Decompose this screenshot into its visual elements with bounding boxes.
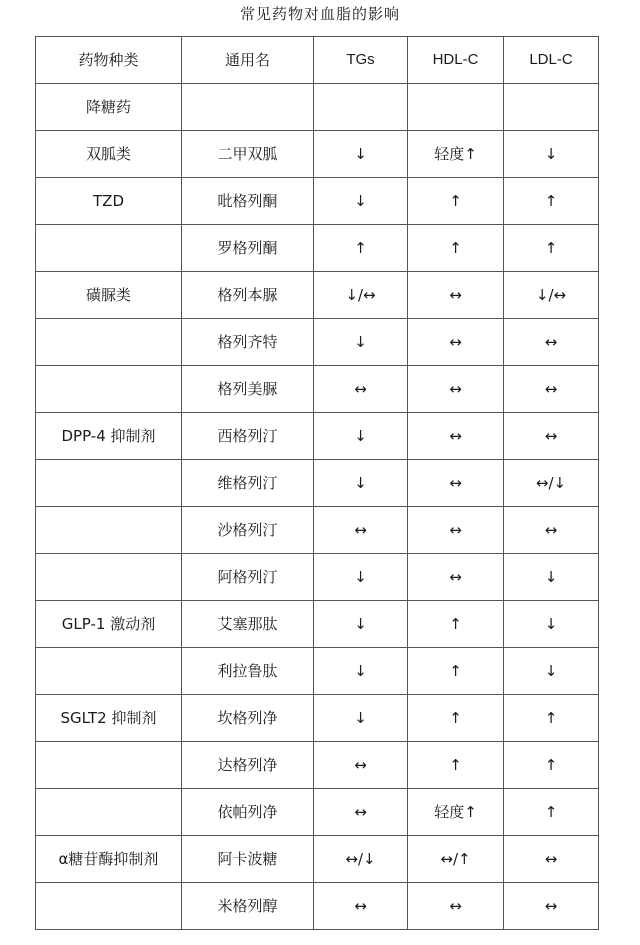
generic-name-cell: 沙格列汀 (182, 507, 314, 554)
table-title: 常见药物对血脂的影响 (239, 5, 400, 23)
drug-class-cell (36, 460, 182, 507)
drug-class-cell (36, 883, 182, 930)
header-generic-name: 通用名 (182, 37, 314, 84)
tgs-effect-cell: ↓ (314, 695, 408, 742)
table-row (36, 413, 599, 460)
drug-class-cell (36, 507, 182, 554)
table-row (36, 836, 599, 883)
hdl-effect-cell: ↔ (408, 883, 504, 930)
hdl-effect-cell: ↑ (408, 178, 504, 225)
header-ldl-c: LDL-C (504, 37, 599, 84)
table-row (36, 695, 599, 742)
drug-class-cell (36, 742, 182, 789)
header-drug-class: 药物种类 (36, 37, 182, 84)
tgs-effect-cell (314, 84, 408, 131)
table-row (36, 366, 599, 413)
drug-class-cell (36, 366, 182, 413)
drug-class-cell: 双胍类 (36, 131, 182, 178)
hdl-effect-cell: ↑ (408, 742, 504, 789)
ldl-effect-cell: ↔/↓ (504, 460, 599, 507)
tgs-effect-cell: ↓ (314, 413, 408, 460)
generic-name-cell: 罗格列酮 (182, 225, 314, 272)
drug-class-cell (36, 648, 182, 695)
drug-lipid-table (35, 36, 599, 930)
generic-name-cell: 维格列汀 (182, 460, 314, 507)
drug-class-cell: TZD (36, 178, 182, 225)
ldl-effect-cell: ↔ (504, 366, 599, 413)
tgs-effect-cell: ↓ (314, 648, 408, 695)
tgs-effect-cell: ↔/↓ (314, 836, 408, 883)
generic-name-cell: 格列本脲 (182, 272, 314, 319)
ldl-effect-cell: ↓ (504, 648, 599, 695)
table-row (36, 742, 599, 789)
table-row (36, 648, 599, 695)
generic-name-cell: 阿格列汀 (182, 554, 314, 601)
tgs-effect-cell: ↓ (314, 178, 408, 225)
drug-class-cell (36, 789, 182, 836)
drug-class-cell (36, 225, 182, 272)
hdl-effect-cell: 轻度↑ (408, 131, 504, 178)
tgs-effect-cell: ↓/↔ (314, 272, 408, 319)
table-row (36, 883, 599, 930)
ldl-effect-cell (504, 84, 599, 131)
table-row (36, 319, 599, 366)
ldl-effect-cell: ↔ (504, 836, 599, 883)
hdl-effect-cell (408, 84, 504, 131)
tgs-effect-cell: ↑ (314, 225, 408, 272)
generic-name-cell: 米格列醇 (182, 883, 314, 930)
drug-class-cell: DPP-4 抑制剂 (36, 413, 182, 460)
tgs-effect-cell: ↓ (314, 131, 408, 178)
header-tgs: TGs (314, 37, 408, 84)
hdl-effect-cell: ↑ (408, 695, 504, 742)
generic-name-cell: 阿卡波糖 (182, 836, 314, 883)
hdl-effect-cell: ↔ (408, 413, 504, 460)
generic-name-cell: 达格列净 (182, 742, 314, 789)
ldl-effect-cell: ↑ (504, 178, 599, 225)
generic-name-cell (182, 84, 314, 131)
tgs-effect-cell: ↔ (314, 789, 408, 836)
drug-class-cell: SGLT2 抑制剂 (36, 695, 182, 742)
generic-name-cell: 艾塞那肽 (182, 601, 314, 648)
header-hdl-c: HDL-C (408, 37, 504, 84)
table-row (36, 131, 599, 178)
hdl-effect-cell: ↑ (408, 225, 504, 272)
hdl-effect-cell: ↔ (408, 319, 504, 366)
hdl-effect-cell: ↔/↑ (408, 836, 504, 883)
hdl-effect-cell: 轻度↑ (408, 789, 504, 836)
hdl-effect-cell: ↔ (408, 507, 504, 554)
ldl-effect-cell: ↓ (504, 554, 599, 601)
ldl-effect-cell: ↔ (504, 319, 599, 366)
ldl-effect-cell: ↔ (504, 883, 599, 930)
tgs-effect-cell: ↓ (314, 460, 408, 507)
tgs-effect-cell: ↔ (314, 742, 408, 789)
ldl-effect-cell: ↓ (504, 601, 599, 648)
ldl-effect-cell: ↑ (504, 225, 599, 272)
hdl-effect-cell: ↑ (408, 601, 504, 648)
hdl-effect-cell: ↑ (408, 648, 504, 695)
table-row (36, 460, 599, 507)
tgs-effect-cell: ↓ (314, 319, 408, 366)
generic-name-cell: 坎格列净 (182, 695, 314, 742)
table-row (36, 554, 599, 601)
ldl-effect-cell: ↔ (504, 413, 599, 460)
generic-name-cell: 依帕列净 (182, 789, 314, 836)
table-row (36, 507, 599, 554)
drug-class-cell (36, 554, 182, 601)
table-row (36, 178, 599, 225)
header-row (36, 37, 599, 84)
table-body (36, 84, 599, 930)
ldl-effect-cell: ↓ (504, 131, 599, 178)
hdl-effect-cell: ↔ (408, 272, 504, 319)
drug-class-cell: GLP-1 激动剂 (36, 601, 182, 648)
table-row (36, 84, 599, 131)
hdl-effect-cell: ↔ (408, 554, 504, 601)
generic-name-cell: 西格列汀 (182, 413, 314, 460)
drug-class-cell: 磺脲类 (36, 272, 182, 319)
generic-name-cell: 吡格列酮 (182, 178, 314, 225)
tgs-effect-cell: ↓ (314, 601, 408, 648)
ldl-effect-cell: ↓/↔ (504, 272, 599, 319)
tgs-effect-cell: ↔ (314, 507, 408, 554)
generic-name-cell: 格列美脲 (182, 366, 314, 413)
generic-name-cell: 二甲双胍 (182, 131, 314, 178)
table-row (36, 225, 599, 272)
hdl-effect-cell: ↔ (408, 366, 504, 413)
tgs-effect-cell: ↔ (314, 366, 408, 413)
drug-class-cell: α糖苷酶抑制剂 (36, 836, 182, 883)
ldl-effect-cell: ↑ (504, 742, 599, 789)
hdl-effect-cell: ↔ (408, 460, 504, 507)
drug-class-cell (36, 319, 182, 366)
ldl-effect-cell: ↔ (504, 507, 599, 554)
table-row (36, 272, 599, 319)
ldl-effect-cell: ↑ (504, 695, 599, 742)
ldl-effect-cell: ↑ (504, 789, 599, 836)
table-row (36, 789, 599, 836)
generic-name-cell: 利拉鲁肽 (182, 648, 314, 695)
generic-name-cell: 格列齐特 (182, 319, 314, 366)
drug-class-cell: 降糖药 (36, 84, 182, 131)
tgs-effect-cell: ↔ (314, 883, 408, 930)
table-row (36, 601, 599, 648)
tgs-effect-cell: ↓ (314, 554, 408, 601)
